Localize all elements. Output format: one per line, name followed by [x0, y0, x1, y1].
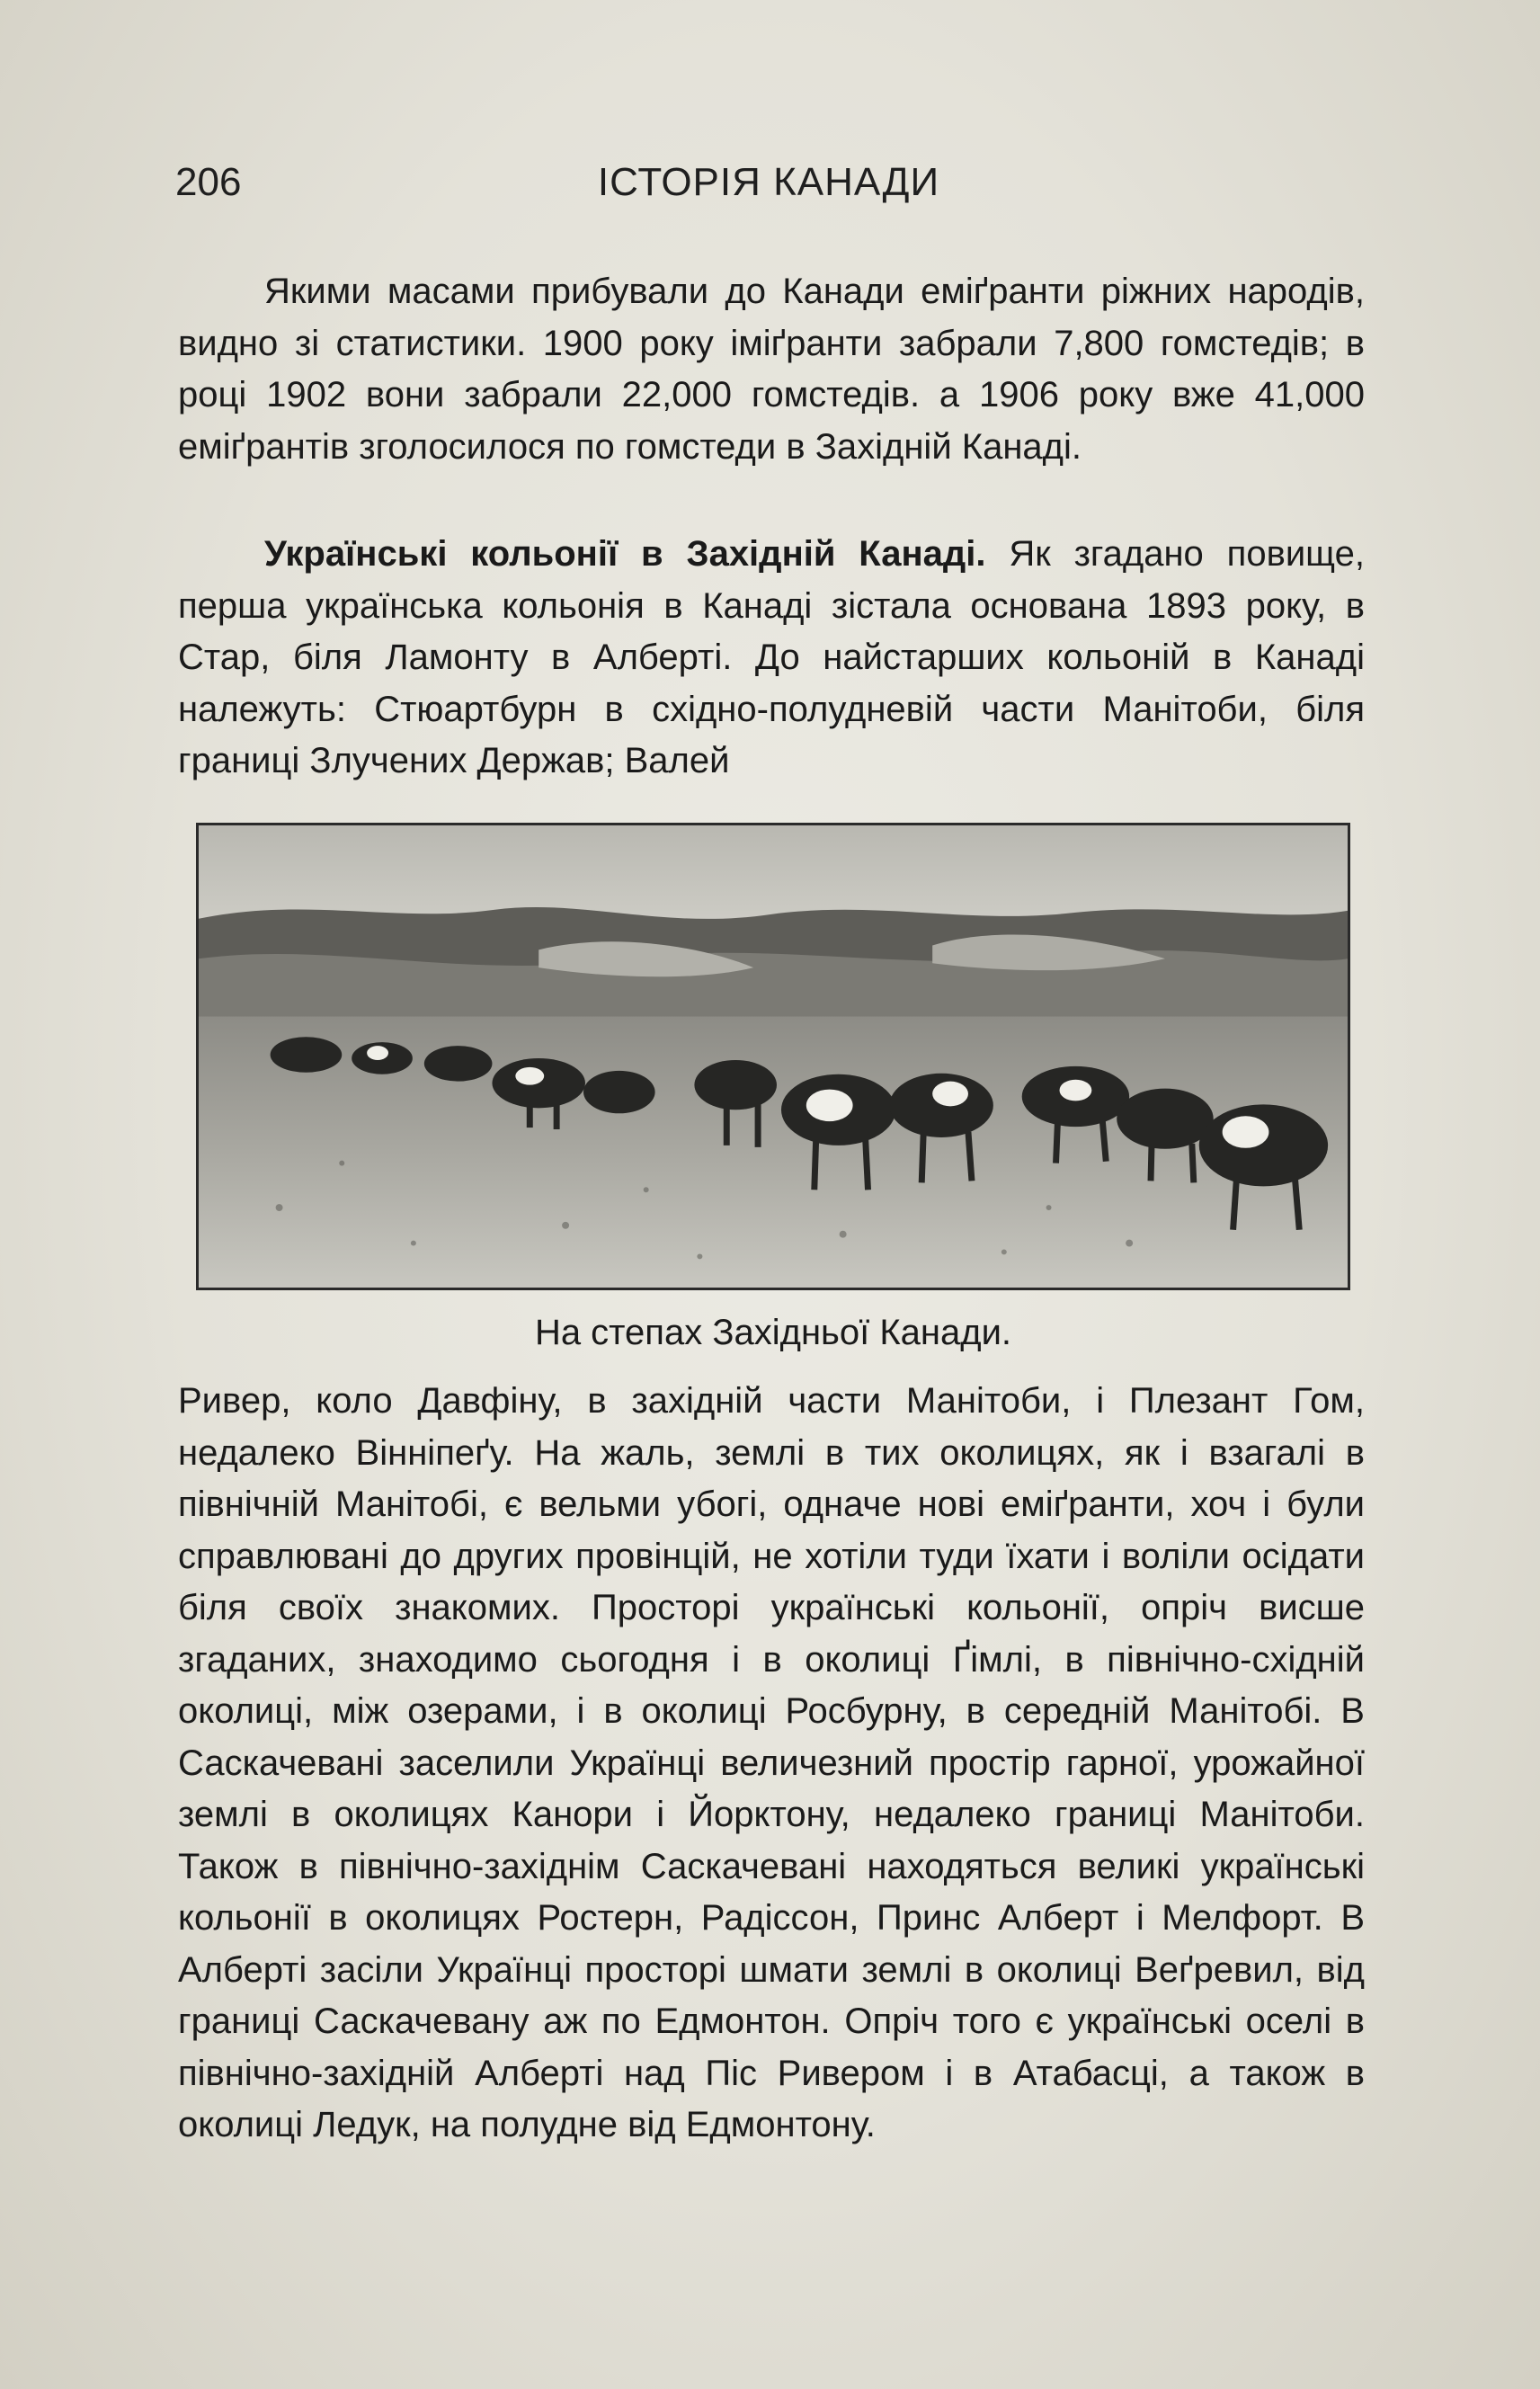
paragraph-text: Ривер, коло Давфіну, в західній части Манітоби, і Плезант Гом, недалеко Вінніпеґу. На жаль, землі в тих околицях, як і взагалі в північній Манітобі, є вельми убогі, одначе нові еміґранти, хоч і були справлювані до других провінцій, не хотіли туди їхати і воліли осідати біля своїх знакомих. Просторі українські кольонії, опріч висше згаданих, знаходимо сьогодня і в околиці Ґімлі, в північно-східній околиці, між озерами, і в околиці Росбурну, в середній Манітобі. В Саскачевані заселили Українці величезний простір гарної, урожайної землі в околицях Канори і Йорктону, недалеко границі Манітоби. Також в північно-західнім Саскачевані находяться великі українські кольонії в околицях Ростерн, Радіссон, Принс Алберт і Мелфорт. В Алберті засіли Українці просторі шмати землі в околиці Веґревил, від границі Саскачевану аж по Едмонтон. Опріч того є українські оселі в північно-західній Алберті над Піс Ривером і в Атабасці, а також в околиці Ледук, на полудне від Едмонтону.: [178, 1381, 1365, 2144]
paragraph-body: Як згадано повище, перша українська кольонія в Канаді зістала основана 1893 року, в Стар, біля Ламонту в Алберті. До найстарших кольоній в Канаді належуть: Стюартбурн в східно-полудневій части Манітоби, біля границі Злучених Держав; Валей: [178, 534, 1365, 780]
page-header: [175, 160, 1362, 223]
paragraph-settlement-regions: [178, 1376, 1365, 2152]
cattle-on-prairie-illustration: [199, 825, 1348, 1288]
paragraph-immigration-statistics: [178, 266, 1365, 473]
figure-caption: На степах Західньої Канади.: [534, 1313, 1012, 1352]
paragraph-text: [178, 529, 1365, 788]
paragraph-ukrainian-colonies: [178, 529, 1365, 788]
cattle-photo: [196, 823, 1350, 1290]
section-heading: Українські кольонії в Західній Канаді.: [264, 534, 986, 574]
page-number: 206: [175, 160, 242, 204]
paragraph-text: Якими масами прибували до Канади еміґранти ріжних народів, видно зі статистики. 1900 року іміґранти забрали 7,800 гомстедів; в році 1902 вони забрали 22,000 гомстедів. а 1906 року вже 41,000 еміґрантів зголосилося по гомстеди в Західній Канаді.: [178, 272, 1365, 467]
running-title: ІСТОРІЯ КАНАДИ: [597, 160, 940, 204]
